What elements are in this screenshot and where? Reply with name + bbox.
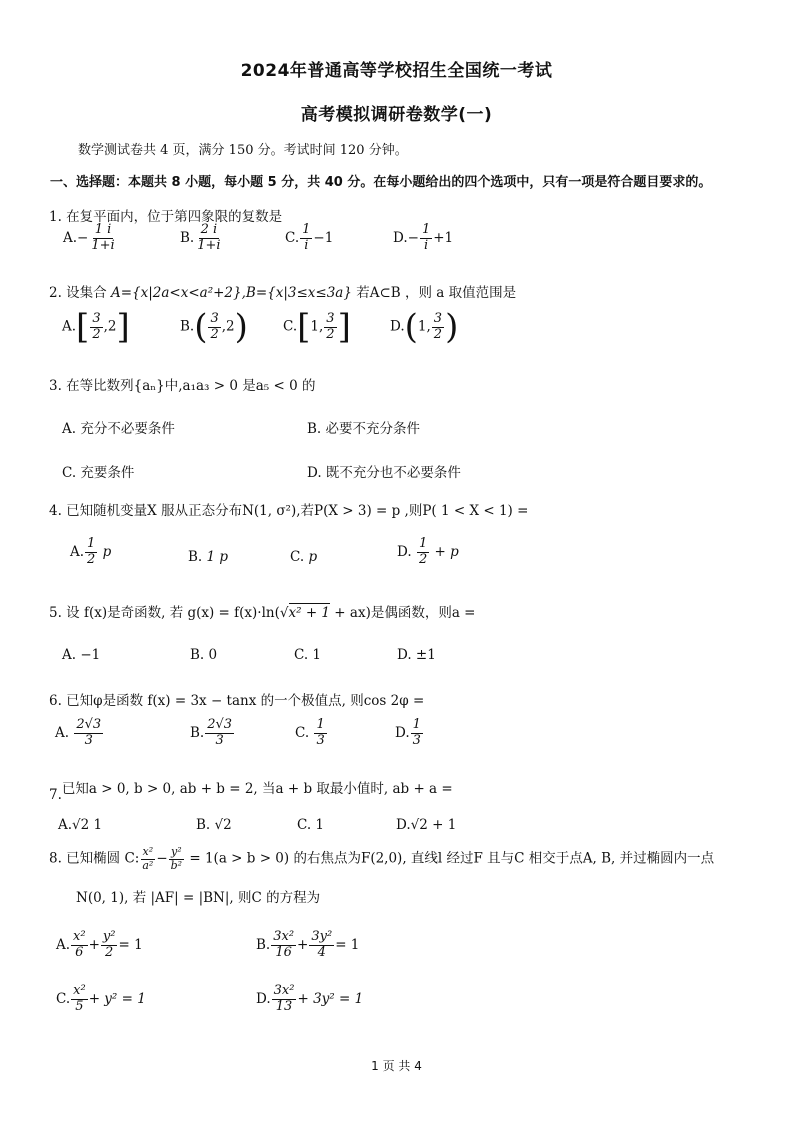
q8-c-fraction-1 <box>71 984 88 1015</box>
q3-option-c[interactable]: C. 充要条件 <box>62 465 135 481</box>
option-tail: = 1 <box>335 936 360 953</box>
q3-stem: 3. 在等比数列{aₙ}中,a₁a₃ > 0 是a₅ < 0 的 <box>49 378 316 394</box>
option-tail: + p <box>430 543 459 560</box>
option-label: B. <box>180 318 195 335</box>
option-tail: ,2 <box>103 318 117 335</box>
option-label: C. <box>283 318 298 335</box>
option-label: B. <box>256 936 271 953</box>
frac-num: 2 i <box>200 222 218 237</box>
q6-d-fraction <box>411 718 423 749</box>
section-heading: 一、选择题：本题共 8 小题，每小题 5 分，共 40 分。在每小题给出的四个选项中，只有一项是符合题目要求的。 <box>50 175 712 190</box>
frac-num: 1 <box>316 717 325 732</box>
option-value: p <box>308 549 318 565</box>
q8-option-b[interactable] <box>256 930 359 961</box>
left-paren: ( <box>194 307 208 347</box>
option-label: C. <box>295 724 310 741</box>
option-label: C. <box>56 990 71 1007</box>
q2-option-a[interactable] <box>62 307 130 347</box>
q2-a-fraction <box>90 312 102 343</box>
q4-option-b[interactable] <box>188 549 228 565</box>
q1-d-fraction <box>420 223 432 254</box>
frac-den: 3 <box>84 732 93 748</box>
frac-den: 2 <box>87 551 96 567</box>
frac-den: 2 <box>92 326 101 342</box>
q8-option-c[interactable] <box>56 984 146 1015</box>
frac-num: 1 <box>421 222 431 237</box>
q5-stem <box>49 601 476 621</box>
option-label: D. <box>395 724 410 741</box>
frac-num: 1 <box>87 536 96 551</box>
frac-num: x² <box>142 845 154 858</box>
frac-num: 2√3 <box>207 717 233 732</box>
q5-option-a[interactable]: A. −1 <box>62 647 101 663</box>
option-tail: + y² = 1 <box>88 990 146 1007</box>
frac-num: 2√3 <box>76 717 102 732</box>
option-label: B. <box>188 549 203 565</box>
q8-y-fraction <box>169 846 184 872</box>
frac-den: 2 <box>105 944 114 960</box>
q7-option-d[interactable]: D.√2 + 1 <box>396 817 457 833</box>
q2-set-expression: A={x|2a<x<a²+2},B={x|3≤x≤3a} <box>110 285 352 301</box>
q7-option-c[interactable]: C. 1 <box>297 817 325 833</box>
frac-den: 2 <box>418 551 428 567</box>
frac-den: 3 <box>215 732 224 748</box>
frac-den: i <box>424 237 429 253</box>
frac-den: 4 <box>317 944 326 960</box>
q2-stem-start: 2. 设集合 <box>49 285 111 301</box>
q8-d-fraction-1 <box>272 984 297 1015</box>
q1-option-b[interactable] <box>180 223 224 254</box>
q3-option-d[interactable]: D. 既不充分也不必要条件 <box>307 465 461 481</box>
q8-option-d[interactable] <box>256 984 363 1015</box>
frac-num: 1 i <box>94 222 112 237</box>
frac-den: 5 <box>75 998 84 1014</box>
q8-x-fraction <box>140 846 155 872</box>
q5-stem-start: 5. 设 f(x)是奇函数, 若 g(x) = f(x)·ln( <box>49 605 280 621</box>
plus-sign: + <box>88 936 100 953</box>
frac-num: 1 <box>418 536 428 551</box>
frac-den: 1+i <box>91 237 115 253</box>
frac-num: 3x² <box>273 983 295 998</box>
q6-b-fraction <box>205 718 234 749</box>
q8-stem-line2: N(0, 1), 若 |AF| = |BN|, 则C 的方程为 <box>76 890 321 906</box>
option-label: A. <box>55 724 70 741</box>
q6-option-b[interactable] <box>190 718 235 749</box>
option-value: 1 p <box>206 549 229 565</box>
frac-den: 2 <box>210 326 219 342</box>
q2-c-fraction <box>324 312 336 343</box>
q5-stem-end: + ax)是偶函数，则a = <box>330 605 476 621</box>
q6-option-a[interactable] <box>55 718 104 749</box>
frac-num: 1 <box>412 717 421 732</box>
q8-stem-start: 8. 已知椭圆 C: <box>49 850 140 867</box>
frac-num: x² <box>73 983 86 998</box>
right-paren: ) <box>445 307 459 347</box>
exam-subtitle: 高考模拟调研卷数学(一) <box>300 105 493 125</box>
frac-num: 3x² <box>273 929 295 944</box>
frac-den: 2 <box>326 326 335 342</box>
option-tail: p <box>98 543 112 560</box>
option-head: 1, <box>310 318 324 335</box>
q8-stem-line1 <box>49 846 714 872</box>
q8-b-fraction-1 <box>271 930 296 961</box>
exam-intro: 数学测试卷共 4 页，满分 150 分。考试时间 120 分钟。 <box>78 143 408 158</box>
q7-stem <box>49 777 453 803</box>
frac-den: 16 <box>275 944 292 960</box>
option-label: C. <box>285 229 300 246</box>
q1-b-fraction <box>195 223 222 254</box>
frac-den: 3 <box>316 732 325 748</box>
sqrt-sign: √ <box>279 605 289 621</box>
left-bracket: [ <box>297 307 311 347</box>
q7-option-b[interactable]: B. √2 <box>196 817 232 833</box>
q7-option-a[interactable]: A.√2 1 <box>58 817 103 833</box>
q6-option-d[interactable] <box>395 718 424 749</box>
q4-option-c[interactable] <box>290 549 317 565</box>
q2-option-d[interactable] <box>390 307 459 347</box>
q8-a-fraction-2 <box>101 930 118 961</box>
frac-num: 3 <box>92 310 101 326</box>
option-label: D. <box>393 229 408 246</box>
q4-option-a[interactable] <box>70 537 111 568</box>
q1-option-a[interactable] <box>63 223 118 254</box>
q2-option-c[interactable] <box>283 307 351 347</box>
option-head: 1, <box>417 318 431 335</box>
q8-b-fraction-2 <box>309 930 334 961</box>
q5-option-b[interactable]: B. 0 <box>190 647 218 663</box>
q1-option-d[interactable] <box>393 223 453 254</box>
option-tail: + 3y² = 1 <box>297 990 364 1007</box>
q6-stem: 6. 已知φ是函数 f(x) = 3x − tanx 的一个极值点, 则cos 2φ = <box>49 693 425 709</box>
frac-den: a² <box>142 858 154 872</box>
frac-num: 3 <box>433 310 443 326</box>
frac-den: i <box>304 237 309 253</box>
option-label: D. <box>397 543 412 560</box>
q2-d-fraction <box>432 312 444 343</box>
option-tail: +1 <box>433 229 454 246</box>
q7-stem-text: 已知a > 0, b > 0, ab + b = 2, 当a + b 取最小值时, ab + a = <box>61 781 453 797</box>
q3-option-b[interactable]: B. 必要不充分条件 <box>307 421 421 437</box>
right-bracket: ] <box>116 307 130 347</box>
q5-option-c[interactable]: C. 1 <box>294 647 322 663</box>
option-label: D. <box>256 990 271 1007</box>
frac-den: 3 <box>412 732 421 748</box>
page-footer: 1 页 共 4 <box>371 1059 422 1073</box>
left-paren: ( <box>404 307 418 347</box>
q6-a-fraction <box>74 718 103 749</box>
frac-den: 1+i <box>197 237 221 253</box>
q2-stem <box>49 281 516 301</box>
q1-c-fraction <box>300 223 312 254</box>
option-label: B. <box>190 724 205 741</box>
q5-sqrt-expression: x² + 1 <box>288 605 331 621</box>
exam-title: 2024年普通高等学校招生全国统一考试 <box>240 61 553 81</box>
q8-option-a[interactable] <box>56 930 143 961</box>
frac-den: 6 <box>75 944 84 960</box>
q5-option-d[interactable]: D. ±1 <box>397 647 436 663</box>
option-sign: − <box>407 229 419 246</box>
option-sign: − <box>77 229 89 246</box>
q2-stem-end: 若A⊂B ，则 a 取值范围是 <box>351 285 517 301</box>
frac-num: 3y² <box>311 929 333 944</box>
option-label: A. <box>70 543 85 560</box>
plus-sign: + <box>297 936 309 953</box>
q2-b-fraction <box>208 312 220 343</box>
frac-den: 13 <box>275 998 293 1014</box>
option-label: A. <box>62 318 77 335</box>
option-label: D. <box>390 318 405 335</box>
minus-sign: − <box>156 850 168 867</box>
q4-a-fraction <box>85 537 97 568</box>
frac-num: 3 <box>210 310 219 326</box>
option-tail: −1 <box>313 229 334 246</box>
q3-option-a[interactable]: A. 充分不必要条件 <box>62 421 175 437</box>
q1-option-c[interactable] <box>285 223 333 254</box>
frac-den: 2 <box>433 326 443 342</box>
q8-stem-end: = 1(a > b > 0) 的右焦点为F(2,0), 直线l 经过F 且与C 相交于点A, B, 并过椭圆内一点 <box>185 850 715 867</box>
q2-option-b[interactable] <box>180 307 248 347</box>
q1-stem: 1. 在复平面内，位于第四象限的复数是 <box>49 209 283 225</box>
frac-num: y² <box>102 929 116 944</box>
frac-num: 3 <box>326 310 335 326</box>
frac-num: x² <box>73 929 86 944</box>
q8-a-fraction-1 <box>71 930 88 961</box>
option-tail: ,2 <box>221 318 235 335</box>
q6-option-c[interactable] <box>295 718 328 749</box>
right-paren: ) <box>234 307 248 347</box>
option-label: A. <box>63 229 78 246</box>
q1-a-fraction <box>89 223 116 254</box>
q4-stem: 4. 已知随机变量X 服从正态分布N(1, σ²),若P(X > 3) = p ,则P( 1 < X < 1) = <box>49 503 529 519</box>
frac-num: 1 <box>302 222 311 237</box>
q7-number: 7. <box>49 787 62 803</box>
left-bracket: [ <box>76 307 90 347</box>
right-bracket: ] <box>337 307 351 347</box>
option-label: A. <box>56 936 71 953</box>
q4-d-fraction <box>417 537 429 568</box>
frac-num: y² <box>171 845 182 858</box>
q6-c-fraction <box>314 718 326 749</box>
frac-den: b² <box>170 858 183 872</box>
option-tail: = 1 <box>118 936 143 953</box>
option-label: C. <box>290 549 305 565</box>
option-label: B. <box>180 229 195 246</box>
q4-option-d[interactable] <box>397 537 459 568</box>
